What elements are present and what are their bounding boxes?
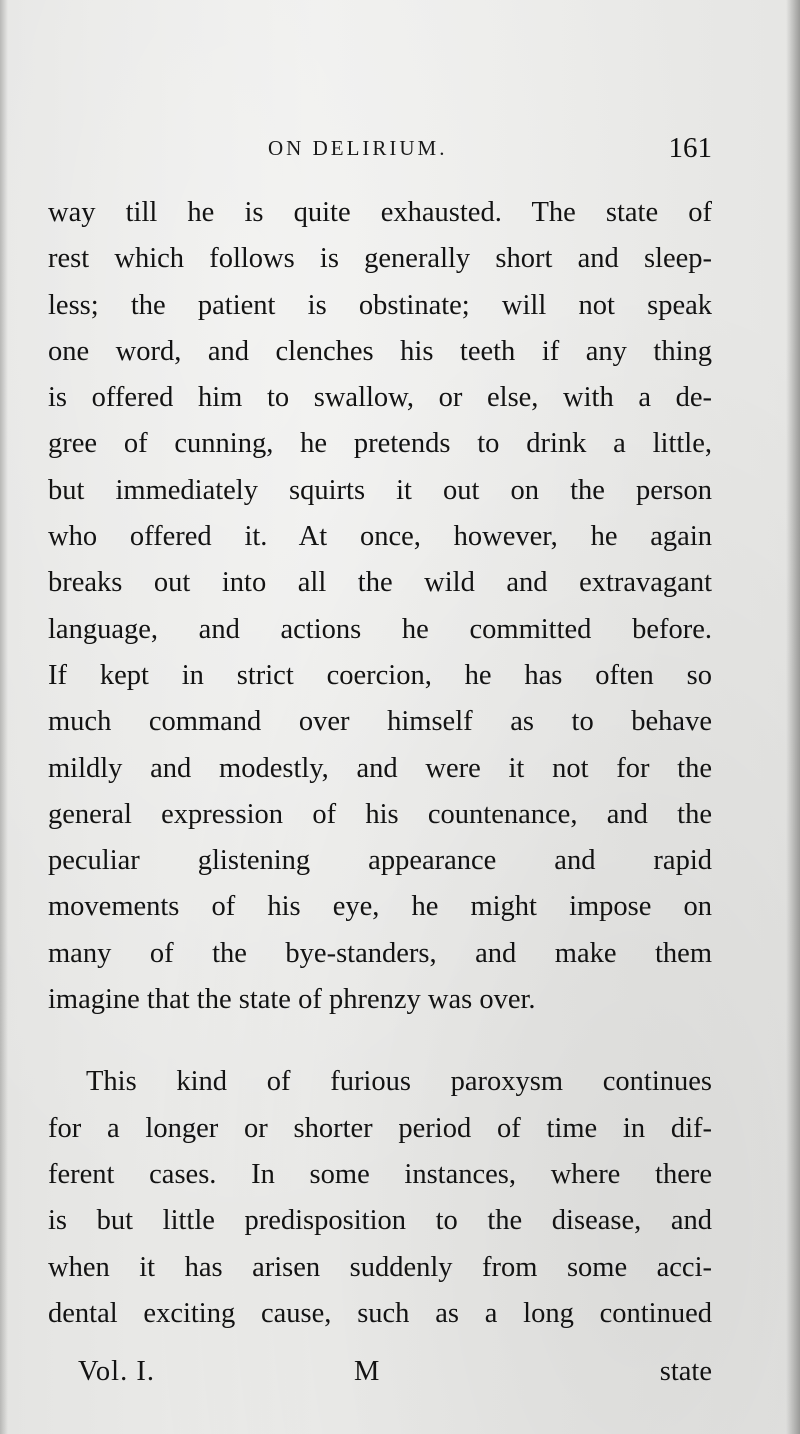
text-line: rest which follows is generally short and sleep-: [48, 243, 712, 275]
text-line: one word, and clenches his teeth if any thing: [48, 335, 712, 367]
text-line: ferent cases. In some instances, where there: [48, 1158, 712, 1190]
volume-signature: Vol. I.: [78, 1356, 155, 1387]
paragraph-1: [48, 190, 712, 1023]
text-line: language, and actions he committed before.: [48, 613, 712, 645]
page-left-edge-shadow: [0, 0, 8, 1434]
paragraph-2: [48, 1059, 712, 1337]
text-line: is offered him to swallow, or else, with a de-: [48, 382, 712, 414]
page-footer: [48, 1356, 712, 1396]
text-line: imagine that the state of phrenzy was over.: [48, 984, 536, 1016]
text-line: mildly and modestly, and were it not for the: [48, 752, 712, 784]
text-line: peculiar glistening appearance and rapid: [48, 845, 712, 877]
text-line: for a longer or shorter period of time in dif-: [48, 1112, 712, 1144]
signature-mark: M: [354, 1356, 380, 1387]
text-line: but immediately squirts it out on the person: [48, 474, 712, 506]
page-header: [48, 132, 712, 166]
text-line: This kind of furious paroxysm continues: [86, 1066, 712, 1098]
text-line: less; the patient is obstinate; will not speak: [48, 289, 712, 321]
catchword: state: [659, 1356, 712, 1387]
text-line: dental exciting cause, such as a long continued: [48, 1297, 712, 1329]
text-line: breaks out into all the wild and extravagant: [48, 567, 712, 599]
page-number: 161: [668, 132, 712, 164]
text-line: general expression of his countenance, and the: [48, 798, 712, 830]
text-line: movements of his eye, he might impose on: [48, 891, 712, 923]
text-line: who offered it. At once, however, he again: [48, 521, 712, 553]
page-right-edge-shadow: [786, 0, 800, 1434]
text-line: many of the bye-standers, and make them: [48, 937, 712, 969]
text-line: way till he is quite exhausted. The state of: [48, 197, 712, 228]
paragraph-gap: [48, 1023, 712, 1059]
body-text: [48, 190, 712, 1337]
text-line: If kept in strict coercion, he has often so: [48, 659, 712, 691]
text-line: much command over himself as to behave: [48, 706, 712, 738]
running-head: ON DELIRIUM.: [268, 136, 448, 160]
text-line: is but little predisposition to the disease, and: [48, 1205, 712, 1237]
text-line: gree of cunning, he pretends to drink a little,: [48, 428, 712, 460]
text-line: when it has arisen suddenly from some acci-: [48, 1251, 712, 1283]
